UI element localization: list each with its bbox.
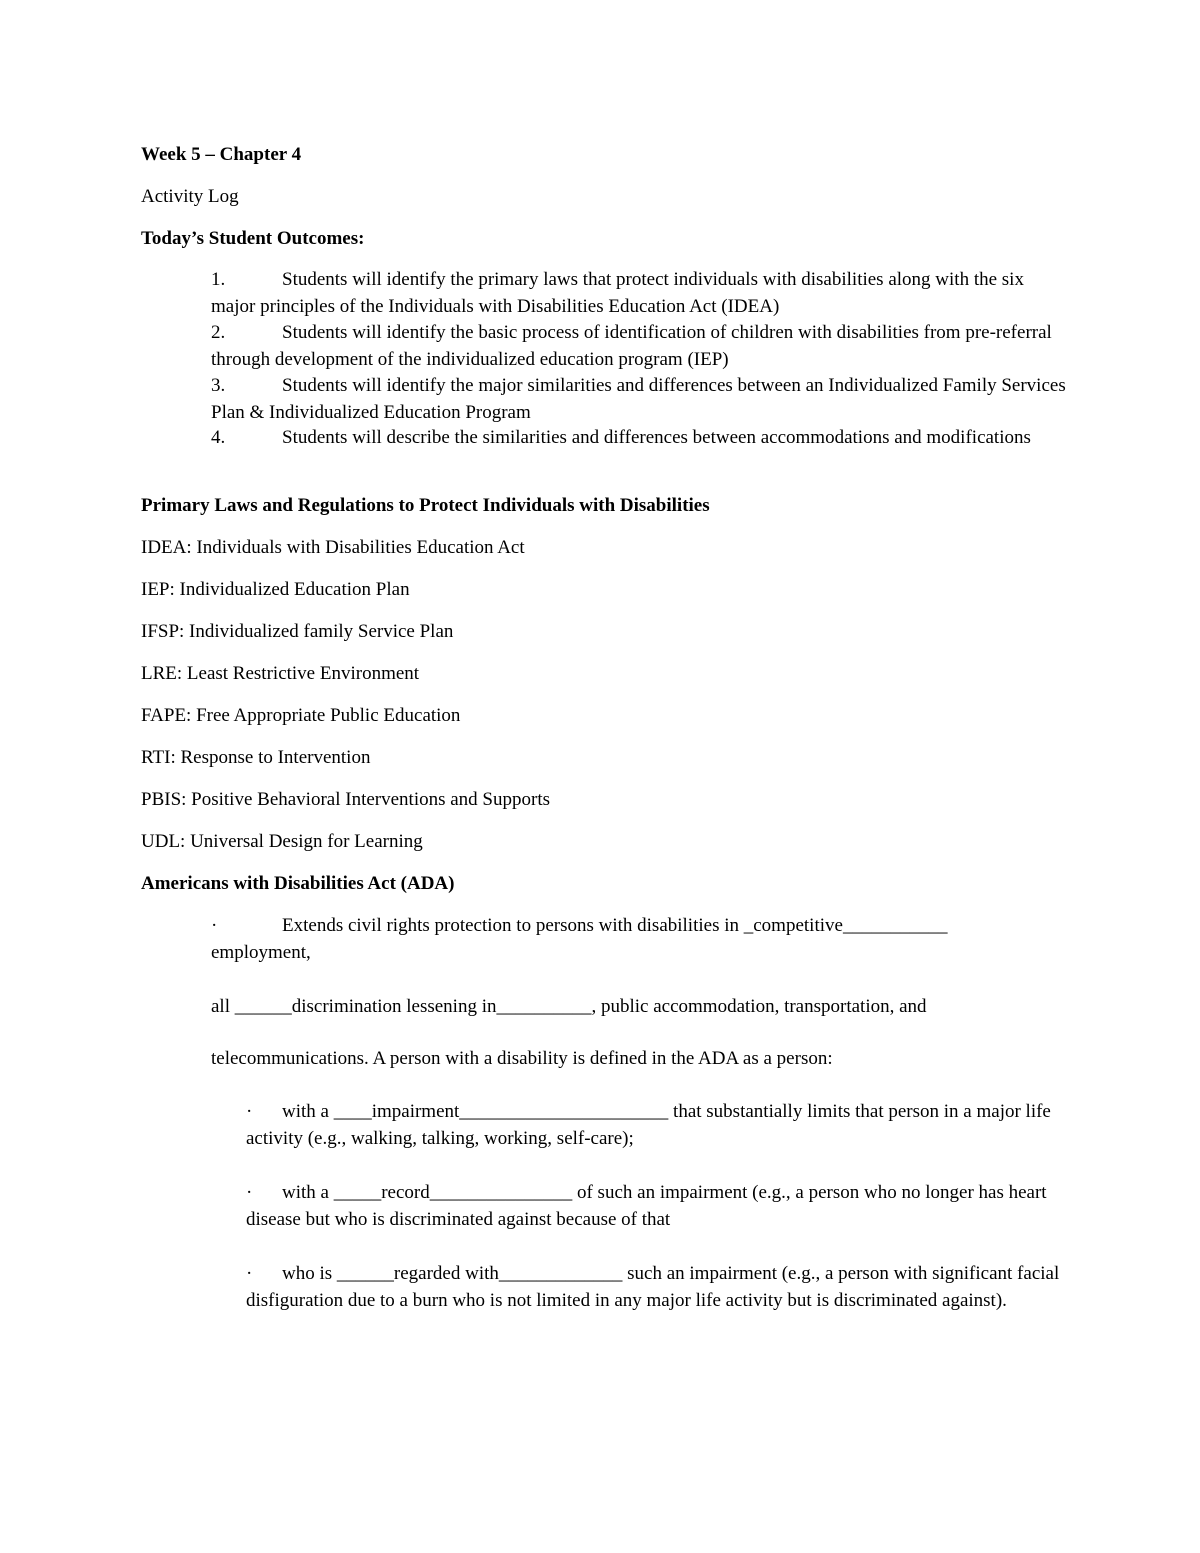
ada-definition-item	[246, 1180, 1066, 1233]
bullet-icon: ·	[246, 1182, 253, 1203]
document-heading: Week 5 – Chapter 4	[141, 144, 302, 165]
ada-title: Americans with Disabilities Act (ADA)	[141, 873, 455, 894]
outcome-item	[211, 425, 1071, 452]
outcome-number: 1.	[211, 269, 226, 290]
bullet-icon: ·	[246, 1101, 253, 1122]
ada-paragraph-line: telecommunications. A person with a disability is defined in the ADA as a person:	[211, 1048, 833, 1069]
outcomes-title: Today’s Student Outcomes:	[141, 228, 365, 249]
ada-definition-item	[246, 1261, 1066, 1314]
law-item: IEP: Individualized Education Plan	[141, 579, 410, 600]
bullet-icon: ·	[211, 915, 218, 936]
law-item: IDEA: Individuals with Disabilities Education Act	[141, 537, 525, 558]
law-item: RTI: Response to Intervention	[141, 747, 371, 768]
law-item: PBIS: Positive Behavioral Interventions and Supports	[141, 789, 551, 810]
outcome-item	[211, 320, 1071, 373]
outcome-item	[211, 373, 1071, 426]
law-item: IFSP: Individualized family Service Plan	[141, 621, 454, 642]
outcome-item	[211, 267, 1071, 320]
laws-title: Primary Laws and Regulations to Protect Individuals with Disabilities	[141, 495, 710, 516]
outcome-text: Students will identify the basic process of identification of children with disabilities from pre-referral through development of the individualized education program (IEP)	[211, 322, 1052, 370]
ada-bullet-text: Extends civil rights protection to persons with disabilities in _competitive___________ employment,	[211, 915, 948, 963]
outcome-text: Students will describe the similarities and differences between accommodations and modifications	[282, 427, 1031, 448]
document-subheading: Activity Log	[141, 186, 239, 207]
outcome-number: 2.	[211, 322, 226, 343]
law-item: FAPE: Free Appropriate Public Education	[141, 705, 461, 726]
ada-definition-text: with a _____record_______________ of such an impairment (e.g., a person who no longer has heart disease but who is discriminated against because of that	[246, 1182, 1047, 1230]
ada-paragraph-line: all ______discrimination lessening in__________, public accommodation, transportation, and	[211, 996, 927, 1017]
outcome-number: 4.	[211, 427, 226, 448]
outcome-text: Students will identify the primary laws that protect individuals with disabilities along with the six major principles of the Individuals with Disabilities Education Act (IDEA)	[211, 269, 1024, 317]
ada-definition-item	[246, 1099, 1066, 1152]
bullet-icon: ·	[246, 1263, 253, 1284]
outcome-number: 3.	[211, 375, 226, 396]
ada-bullet-item	[211, 913, 1041, 966]
outcome-text: Students will identify the major similarities and differences between an Individualized Family Services Plan & Individualized Education Program	[211, 375, 1066, 423]
law-item: UDL: Universal Design for Learning	[141, 831, 423, 852]
ada-definition-text: who is ______regarded with_____________ such an impairment (e.g., a person with significant facial disfiguration due to a burn who is not limited in any major life activity but is discriminated against).	[246, 1263, 1060, 1311]
ada-definition-text: with a ____impairment______________________ that substantially limits that person in a major life activity (e.g., walking, talking, working, self-care);	[246, 1101, 1051, 1149]
law-item: LRE: Least Restrictive Environment	[141, 663, 420, 684]
